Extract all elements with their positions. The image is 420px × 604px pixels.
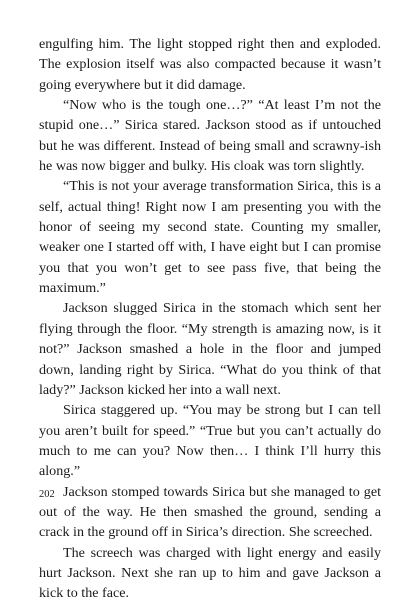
body-text [39, 34, 381, 604]
paragraph-6: Jackson stomped towards Sirica but she managed to get out of the way. He then smashed the ground, sending a crack in the ground off in Sirica’s direction. She screeched. [39, 483, 381, 541]
paragraph-2: “Now who is the tough one…?” “At least I’m not the stupid one…” Sirica stared. Jackson stood as if untouched but he was different. Instead of being small and scrawny-ish he was now bigger and bulky. His cloak was torn slightly. [39, 97, 381, 175]
page-number: 202 [39, 489, 55, 500]
paragraph-7: The screech was charged with light energy and easily hurt Jackson. Next she ran up to him and gave Jackson a kick to the face. [39, 544, 381, 602]
paragraph-3: “This is not your average transformation Sirica, this is a self, actual thing! Right now I am presenting you with the honor of seeing my second state. Counting my smaller, weaker one I started off with, I have eight but I can promise you that you won’t get to see pass five, that being the maximum.” [39, 178, 381, 297]
paragraph-4: Jackson slugged Sirica in the stomach which sent her flying through the floor. “My strength is amazing now, is it not?” Jackson smashed a hole in the floor and jumped down, landing right by Sirica. “What do you think of that lady?” Jackson kicked her into a wall next. [39, 300, 381, 398]
paragraph-1: engulfing him. The light stopped right then and exploded. The explosion itself was also compacted because it wasn’t going everywhere but it did damage. [39, 36, 381, 93]
paragraph-5: Sirica staggered up. “You may be strong but I can tell you aren’t built for speed.” “True but you can’t actually do much to me can you? Now then… I think I’ll hurry this along.” [39, 402, 381, 480]
